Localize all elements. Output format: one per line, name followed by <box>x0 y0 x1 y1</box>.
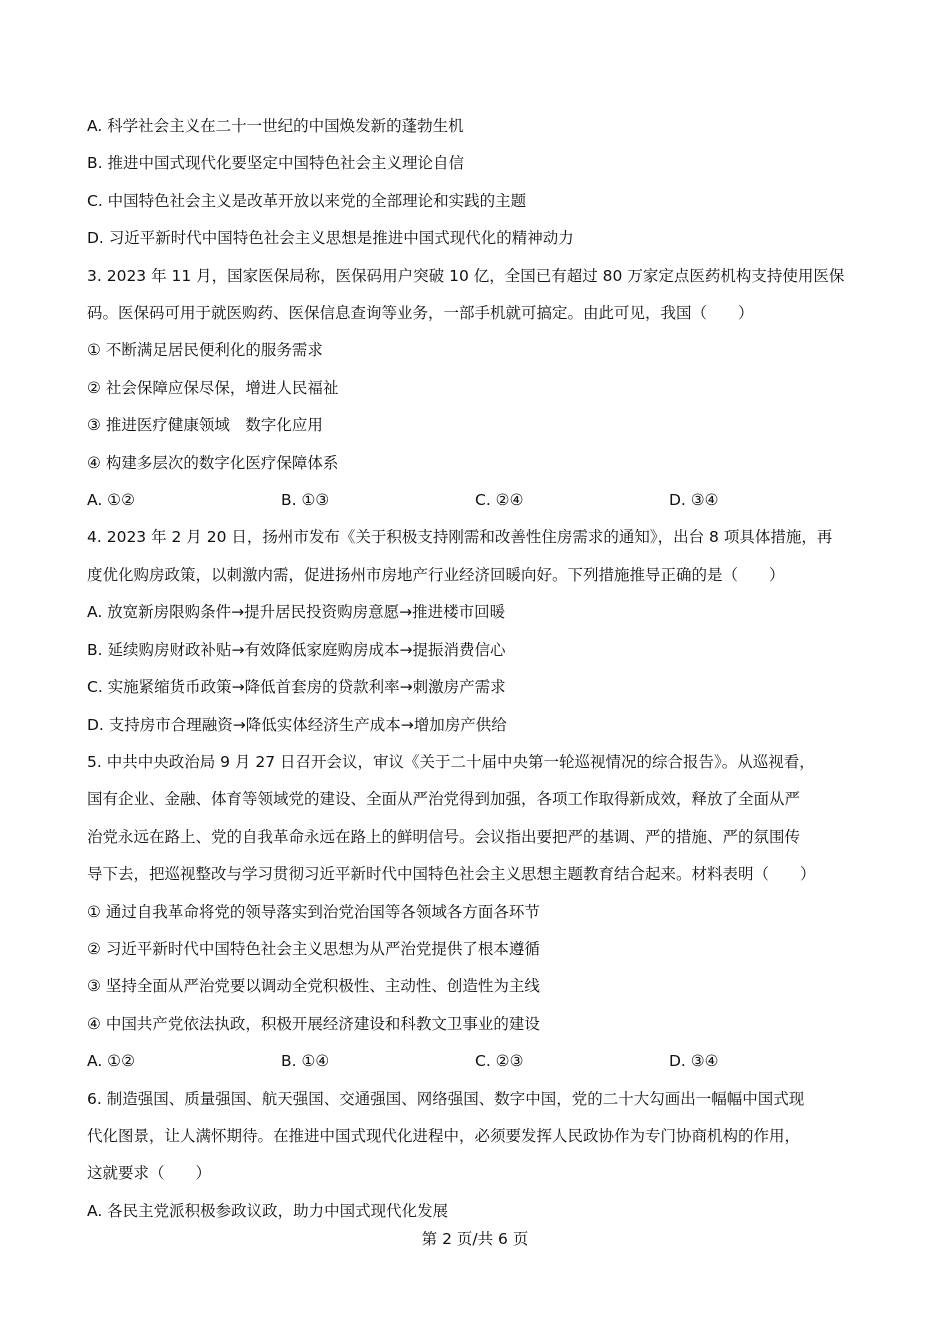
q4-stem-line-1: 4. 2023 年 2 月 20 日，扬州市发布《关于积极支持刚需和改善性住房需求的通知》，出台 8 项具体措施，再 <box>87 528 833 547</box>
q5-choices <box>87 1043 877 1080</box>
q6-stem-line-1: 6. 制造强国、质量强国、航天强国、交通强国、网络强国、数字中国，党的二十大勾画出一幅幅中国式现 <box>87 1089 805 1108</box>
q4-option-a: A. 放宽新房限购条件→提升居民投资购房意愿→推进楼市回暖 <box>87 603 506 622</box>
q6-option-a: A. 各民主党派积极参政议政，助力中国式现代化发展 <box>87 1201 449 1220</box>
q3-item-3: ③ 推进医疗健康领域 数字化应用 <box>87 416 323 435</box>
q5-stem-line-1: 5. 中共中央政治局 9 月 27 日召开会议，审议《关于二十届中央第一轮巡视情况的综合报告》。从巡视看， <box>87 752 815 771</box>
q4-option-d: D. 支持房市合理融资→降低实体经济生产成本→增加房产供给 <box>87 715 507 734</box>
q2-option-a: A. 科学社会主义在二十一世纪的中国焕发新的蓬勃生机 <box>87 117 464 135</box>
q3-stem-line-1: 3. 2023 年 11 月，国家医保局称，医保码用户突破 10 亿，全国已有超过 80 万家定点医药机构支持使用医保 <box>87 266 845 285</box>
q5-choice-b: B. ①④ <box>281 1052 330 1071</box>
q5-item-1: ① 通过自我革命将党的领导落实到治党治国等各领域各方面各环节 <box>87 902 540 921</box>
q5-choice-c: C. ②③ <box>475 1052 524 1071</box>
q5-choice-d: D. ③④ <box>669 1052 719 1071</box>
page-footer: 第 2 页/共 6 页 <box>421 1230 529 1248</box>
q2-option-c: C. 中国特色社会主义是改革开放以来党的全部理论和实践的主题 <box>87 191 527 210</box>
q5-stem-line-3: 治党永远在路上、党的自我革命永远在路上的鲜明信号。会议指出要把严的基调、严的措施、严的氛围传 <box>87 827 801 846</box>
q6-stem-line-3: 这就要求（ ） <box>87 1164 212 1183</box>
q5-stem-line-2: 国有企业、金融、体育等领域党的建设、全面从严治党得到加强，各项工作取得新成效，释放了全面从严 <box>87 790 801 809</box>
q3-stem-line-2: 码。医保码可用于就医购药、医保信息查询等业务，一部手机就可搞定。由此可见，我国（ ） <box>87 304 754 323</box>
q3-item-4: ④ 构建多层次的数字化医疗保障体系 <box>87 453 339 472</box>
q3-choice-a: A. ①② <box>87 491 135 510</box>
q5-item-2: ② 习近平新时代中国特色社会主义思想为从严治党提供了根本遵循 <box>87 939 540 958</box>
q2-option-d: D. 习近平新时代中国特色社会主义思想是推进中国式现代化的精神动力 <box>87 229 574 248</box>
q2-option-b: B. 推进中国式现代化要坚定中国特色社会主义理论自信 <box>87 154 464 173</box>
q3-choice-b: B. ①③ <box>281 491 330 510</box>
q4-stem-line-2: 度优化购房政策，以刺激内需，促进扬州市房地产行业经济回暖向好。下列措施推导正确的是（ ） <box>87 565 785 584</box>
q3-choice-c: C. ②④ <box>475 491 524 510</box>
q5-item-3: ③ 坚持全面从严治党要以调动全党积极性、主动性、创造性为主线 <box>87 977 540 996</box>
page-content <box>87 108 877 1230</box>
q3-choice-d: D. ③④ <box>669 491 719 510</box>
q5-stem-line-4: 导下去，把巡视整改与学习贯彻习近平新时代中国特色社会主义思想主题教育结合起来。材料表明（ ） <box>87 865 816 884</box>
q5-choice-a: A. ①② <box>87 1052 135 1071</box>
q3-item-1: ① 不断满足居民便利化的服务需求 <box>87 341 323 360</box>
q5-item-4: ④ 中国共产党依法执政，积极开展经济建设和科教文卫事业的建设 <box>87 1014 540 1033</box>
q6-stem-line-2: 代化图景，让人满怀期待。在推进中国式现代化进程中，必须要发挥人民政协作为专门协商机构的作用， <box>87 1126 801 1145</box>
q3-choices <box>87 482 877 519</box>
q3-item-2: ② 社会保障应保尽保，增进人民福祉 <box>87 378 339 397</box>
q4-option-b: B. 延续购房财政补贴→有效降低家庭购房成本→提振消费信心 <box>87 640 506 659</box>
q4-option-c: C. 实施紧缩货币政策→降低首套房的贷款利率→刺激房产需求 <box>87 678 506 697</box>
